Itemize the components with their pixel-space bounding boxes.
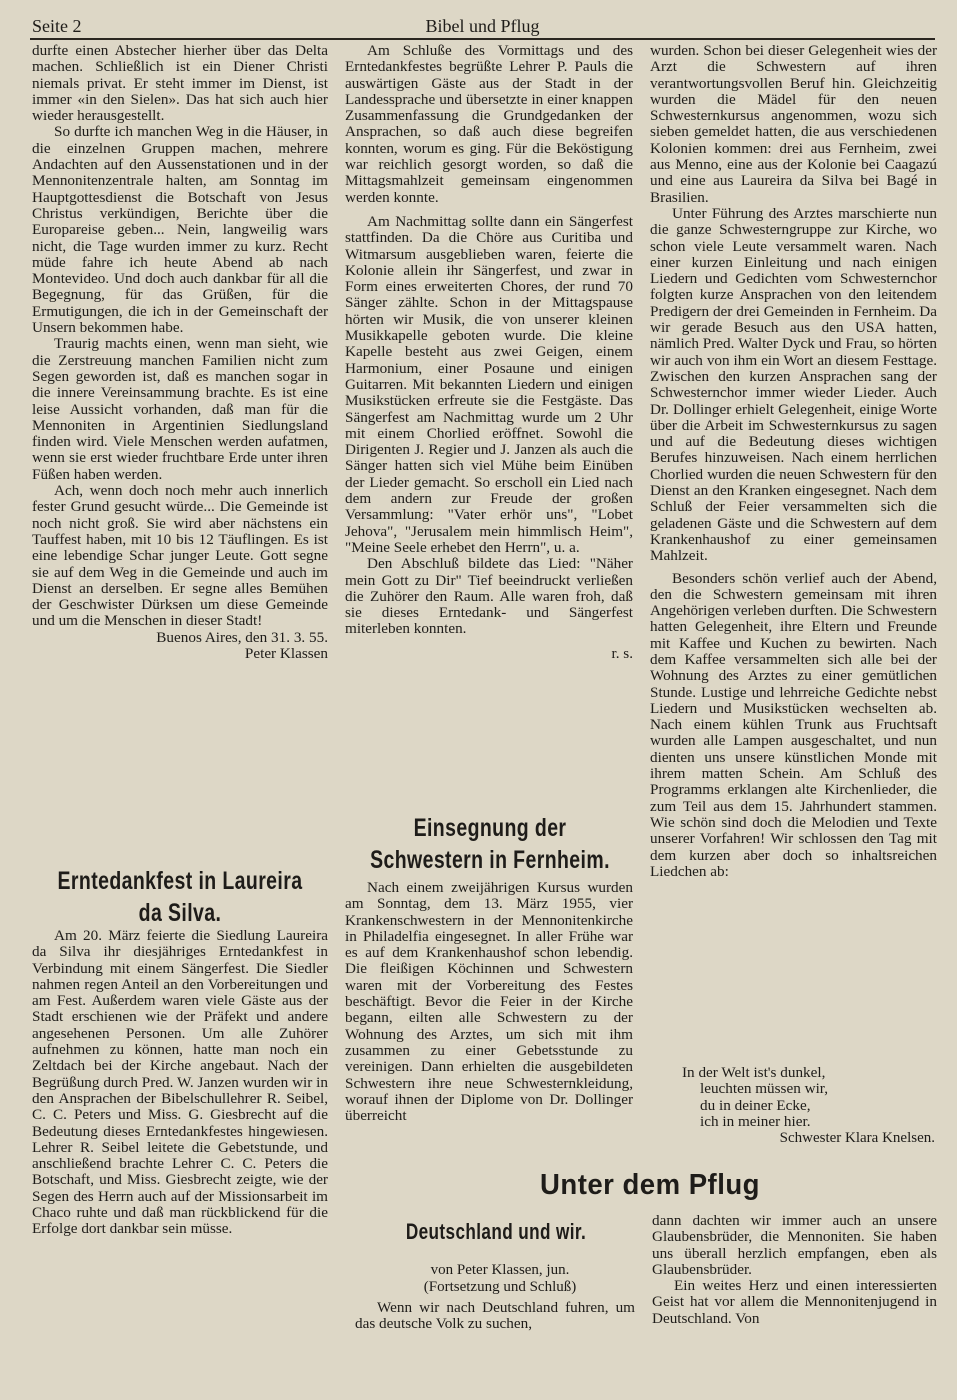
byline [360, 1262, 640, 1296]
column-2 [345, 43, 633, 662]
column-3 [650, 43, 937, 880]
column-1 [32, 43, 328, 662]
paragraph: Ein weites Herz und einen interessierten Geist hat vor allem die Mennonitenjugend in Deutschland. Von [652, 1277, 937, 1327]
paragraph: wurden. Schon bei dieser Gelegenheit wies der Arzt die Schwestern auf ihren verantwortungsvollen Beruf hin. Gleichzeitig wurden die Mädel für den neuen Schwesternkursus angenommen, wozu sich sieben gemeldet hatten, die aus verschiedenen Kolonien kommen: drei aus Fernheim, zwei aus Menno, eine aus der Kolonie bei Caagazú und eine aus Laureira da Silva bei Bagé in Brasilien. [650, 42, 937, 206]
article-body-continued [652, 1213, 937, 1327]
paragraph: Am 20. März feierte die Siedlung Laureira da Silva ihr diesjähriges Erntedankfest in Verbindung mit einem Sängerfest. Die Siedler nahmen regen Anteil an den Vorbereitungen und am Fest. Außerdem waren viele Gäste aus der Stadt erschienen wie der Präfekt und andere angesehenen Personen. Um alle Zuhörer aufnehmen zu können, hatte man noch ein Zeltdach bei der Kirche angebaut. Nach der Begrüßung durch Pred. W. Janzen wurden wir in den Ansprachen der Bibelschullehrer R. Seibel, C. C. Peters und Miss. G. Giesbrecht auf die Bedeutung dieses Erntedankfestes hingewiesen. Lehrer R. Seibel leitete die Gebetstunde, und anschließend brachte Lehrer C. C. Peters die Botschaft, und Miss. Giesbrecht zeigte, wie der Segen des Herrn auch auf der Missionsarbeit im Chaco ruhte und daß man rückblickend für die Erfolge dort dankbar sein müsse. [32, 927, 328, 1238]
poem [660, 1065, 940, 1130]
page-number: Seite 2 [32, 16, 82, 36]
paragraph: Am Nachmittag sollte dann ein Sängerfest stattfinden. Da die Chöre aus Curitiba und Witmarsum ausgeblieben waren, feierte die Kolonie allein ihr Sängerfest, und zwar in Form eines erweiterten Chores, der rund 70 Sänger zählte. Schon in der Mittagspause hörten wir Musik, die von unserer kleinen Musikkapelle geboten wurde. Die kleine Kapelle besteht aus zwei Geigen, einem Harmonium, einer Posaune und einigen Guitarren. Mit bekannten Liedern und einigen Musikstücken erfreute sie die Festgäste. Das Sängerfest am Nachmittag wurde um 2 Uhr mit einem Chorlied eröffnet. Sowohl die Dirigenten J. Regier und J. Janzen als auch die Sänger hatten sich viel Mühe beim Einüben der Lieder gemacht. So erscholl ein Lied nach dem andern zur Freude der großen Versammlung: "Vater erhör uns", "Lobet Jehova", "Jerusalem mein himmlisch Heim", "Meine Seele erhebet den Herrn", u. a. [345, 212, 633, 556]
article-title: Erntedankfest in Laureira da Silva. [57, 867, 303, 927]
poem-line: leuchten müssen wir, [700, 1080, 829, 1098]
author-signature: Schwester Klara Knelsen. [779, 1130, 935, 1146]
publication-title: Bibel und Pflug [425, 16, 540, 36]
byline-note: (Fortsetzung und Schluß) [423, 1279, 577, 1295]
page-header [30, 12, 935, 36]
paragraph: So durfte ich manchen Weg in die Häuser, in die einzelnen Gruppen machen, mehrere Andachten auf den Aussenstationen und in der Mennonitenzentrale halten, am Sonntag im Hauptgottesdienst die Botschaft von Jesus Christus verkündigen, Berichte über die Europareise geben... Nein, langweilig wars nicht, die Tage wurden immer zu kurz. Recht müde fahre ich heute Abend ab nach Montevideo. Und doch auch dankbar für all die Begegnung, für das Grüßen, für die Ermutigungen, die ich in der Gemeinschaft der Unsern bekommen habe. [32, 123, 328, 337]
poem-line: In der Welt ist's dunkel, [682, 1064, 826, 1081]
article-title: Deutschland und wir. [405, 1219, 587, 1244]
section-title: Unter dem Pflug [540, 1169, 760, 1201]
dateline: Buenos Aires, den 31. 3. 55. [156, 628, 328, 646]
author-initials: r. s. [611, 644, 633, 662]
paragraph: Ach, wenn doch noch mehr auch innerlich fester Grund gesucht würde... Die Gemeinde ist noch nicht groß. Sie wird aber nächstens ein Tauffest haben, mit 10 bis 12 Täuflingen. Es ist eine lebendige Schar junger Leute. Gott segne sie auf dem Weg in die Gemeinde und auch im Dienst an derselben. Er segne alles Bemühen der Geschwister Dürksen um diese Gemeinde und um die Menschen in dieser Stadt! [32, 482, 328, 630]
author-signature: Peter Klassen [244, 644, 328, 662]
paragraph: Am Schluße des Vormittags und des Erntedankfestes begrüßte Lehrer P. Pauls die auswärtigen Gäste aus der Stadt in der Landessprache und übersetzte in einer knappen Zusammenfassung die Grundgedanken der Ansprachen, so daß auch diese begreifen konnten, worum es ging. Für die Beköstigung war reichlich gesorgt worden, so daß die Mittagsmahlzeit gemeinsam eingenommen werden konnte. [345, 42, 633, 206]
byline-author: von Peter Klassen, jun. [430, 1262, 570, 1278]
article-body [355, 1300, 635, 1333]
article-title: Einsegnung der Schwestern in Fernheim. [370, 814, 610, 874]
paragraph: Traurig machts einen, wenn man sieht, wie die Zerstreuung manchen Familien nicht zum Segen geworden ist, daß es manchen sogar in die innere Vereinsammung brachte. Es ist eine leise Aussicht vorhanden, daß man für die Mennoniten in Argentinien Siedlungsland finden wird. Viele Menschen werden aufatmen, wenn sie erst wieder fruchtbare Erde unter ihren Füßen haben werden. [32, 335, 328, 483]
paragraph: Unter Führung des Arztes marschierte nun die ganze Schwesterngruppe zur Kirche, wo schon viele Leute versammelt waren. Nach einer kurzen Einleitung und nach einigen Liedern und Gedichten vom Schwesternchor folgten kurze Ansprachen von den leitendem Predigern der drei Gemeinden in Fernheim. Da wir gerade Besuch aus den USA hatten, nämlich Pred. Walter Dyck und Frau, so hörten wir auch von ihm ein Wort an diesem Festtage. Zwischen den kurzen Ansprachen sang der Schwesternchor immer wieder Lieder. Auch Dr. Dollinger erhielt Gelegenheit, einige Worte über die Arbeit im Schwesternkursus zu sagen und auf die Bedeutung dieses wichtigen Berufes hinzuweisen. Nach einem herrlichen Chorlied wurden die neuen Schwestern für den Dienst an den Kranken eingesegnet. Nach dem Schluß der Feier versammelten sich die geladenen Gäste und die Schwestern auf dem Krankenhaushof zu einer gemeinsamen Mahlzeit. [650, 204, 937, 565]
article-body [345, 880, 633, 1124]
header-rule [30, 38, 935, 40]
poem-line: du in deiner Ecke, [700, 1096, 811, 1114]
paragraph: Wenn wir nach Deutschland fuhren, um das deutsche Volk zu suchen, [355, 1299, 635, 1333]
paragraph: dann dachten wir immer auch an unsere Glaubensbrüder, die Mennoniten. Sie haben uns überall herzlich empfangen, eben als Glaubensbrüder. [652, 1212, 937, 1278]
article-body [32, 928, 328, 1238]
paragraph: durfte einen Abstecher hierher über das Delta machen. Schließlich ist ein Diener Christi niemals privat. Er steht immer im Dienst, ist immer «in den Sielen». Das hat sich auch hier wieder herausgestellt. [32, 42, 328, 125]
paragraph: Besonders schön verlief auch der Abend, den die Schwestern gemeinsam mit ihren Angehörigen verleben durften. Die Schwestern hatten Gelegenheit, ihre Eltern und Freunde mit Kaffee und Kuchen zu bewirten. Nach dem Kaffee versammelten sich alle bei der Wohnung des Arztes zu einer gemütlichen Stunde. Lustige und lehrreiche Gedichte nebst Liedern und Musikstücken wechselten ab. Nach einem kühlen Trunk aus Fruchtsaft wurden alle Lampen ausgeschaltet, und nun dienten uns unsere künstlichen Monde mit ihrem matten Schein. Am Schluß des Programms erklangen alte Kirchenlieder, die zum Teil aus dem 15. Jahrhundert stammen. Wie schön sind doch die Melodien und Texte unserer Vorfahren! Wir schlossen den Tag mit dem kurzen aber doch so inhaltsreichen Liedchen ab: [650, 569, 937, 880]
paragraph: Nach einem zweijährigen Kursus wurden am Sonntag, dem 13. März 1955, vier Krankenschwestern in der Mennonitenkirche in Philadelfia eingesegnet. In aller Frühe war es auf dem Krankenhaushof schon lebendig. Die fleißigen Köchinnen und Schwestern waren mit der Vorbereitung des Festes beschäftigt. Bevor die Feier in der Kirche begann, eilten alle Schwestern zu der Wohnung des Arztes, um sich mit ihm zusammen zu einer Gebetsstunde zu vereinigen. Dann erhielten die ausgebildeten Schwestern ihre neue Schwesternkleidung, worauf ihnen der Diplome von Dr. Dollinger überreicht [345, 879, 633, 1125]
poem-line: ich in meiner hier. [700, 1112, 811, 1130]
paragraph: Den Abschluß bildete das Lied: "Näher mein Gott zu Dir" Tief beeindruckt verließen die Zuhörer den Raum. Alle waren froh, daß sie dieses Erntedank- und Sängerfest miterleben konnten. [345, 555, 633, 638]
